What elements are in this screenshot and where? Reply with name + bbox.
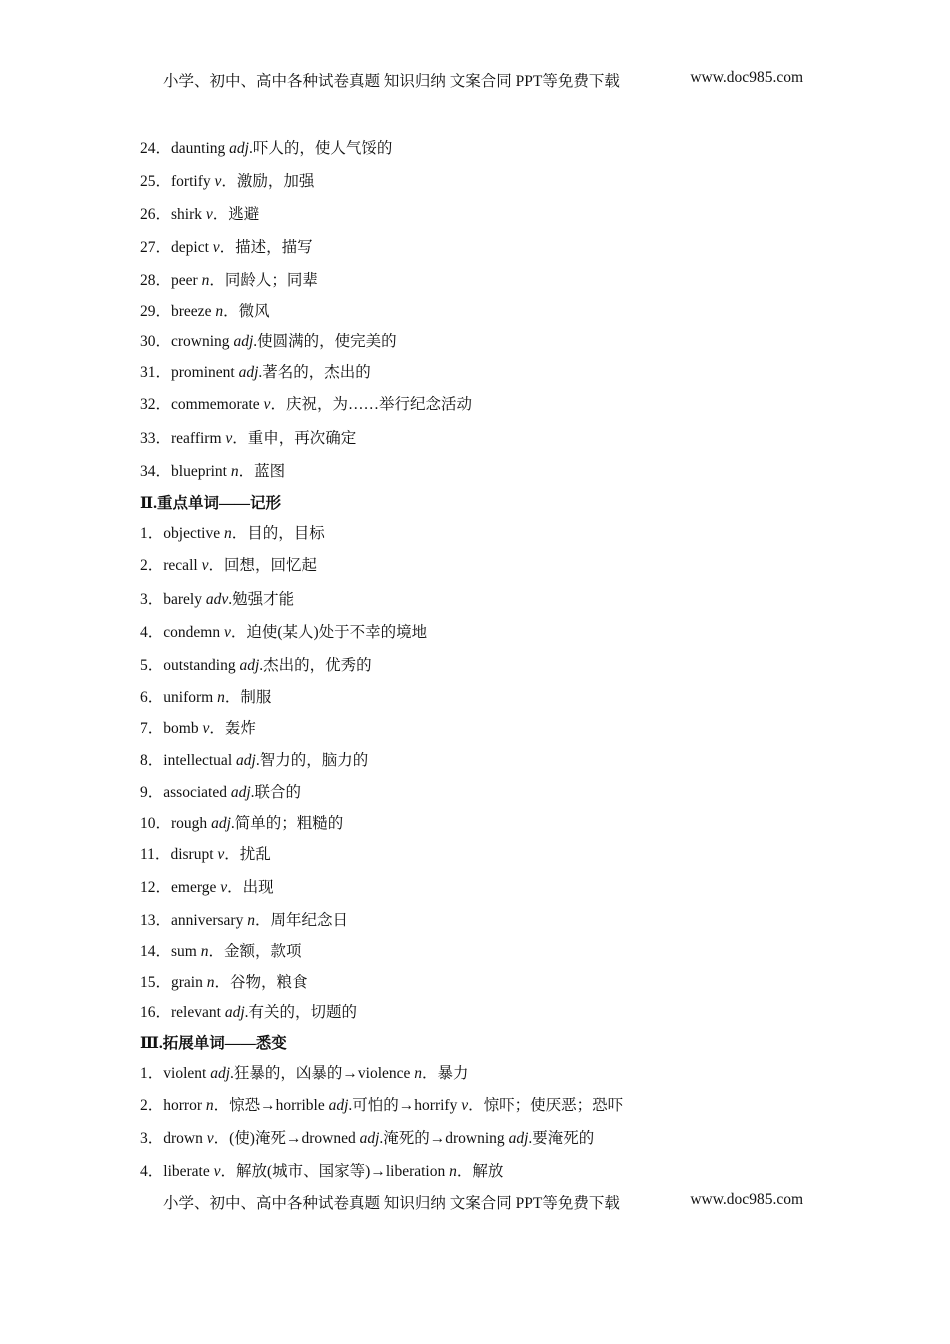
entry-number: 11． [140,846,171,863]
entry-part-of-speech: n [223,525,232,542]
vocab-entry [140,206,840,239]
vocab-entry [140,815,840,846]
entry-part-of-speech: n [215,302,224,320]
entry-part-of-speech: v [223,623,231,641]
footer-left-text: 小学、初中、高中各种试卷真题 知识归纳 文案合同 PPT等免费下载 [163,1195,620,1212]
entry-number: 3． [140,1129,164,1147]
section-title-extended-words [140,1035,840,1065]
entry-definition: ．制服 [224,688,272,706]
vocab-entry [140,943,840,974]
entry-part-of-speech: n [201,271,210,289]
entry-definition: ．惊吓；使厌恶；恐吓 [468,1097,624,1114]
entry-number: 34． [140,462,172,480]
vocab-entry [140,624,840,657]
entry-number: 7． [140,720,164,737]
vocab-entry [140,463,840,496]
entry-part-of-speech: adj [233,333,254,350]
entry-part-of-speech: adj [239,656,260,674]
header-website: www.doc985.com [690,69,803,86]
entry-part-of-speech: adj [229,140,249,157]
entry-definition: ．微风 [223,302,270,320]
entry-part-of-speech: adv [205,590,229,608]
entry-part-of-speech: adj [238,364,259,381]
entry-word: blueprint [171,462,231,480]
vocab-entry [140,272,840,303]
entry-part-of-speech: adj [359,1129,380,1147]
entry-word: anniversary [171,912,248,929]
entry-definition: ．周年纪念日 [254,912,348,929]
entry-part-of-speech: n [247,912,255,929]
vocab-entry [140,557,840,591]
entry-number: 33． [140,429,172,447]
entry-definition: ．激励，加强 [221,172,315,190]
vocab-entry [140,396,840,430]
entry-word: uniform [163,688,218,706]
entry-word: objective [163,525,224,542]
entry-number: 8． [140,752,164,769]
entry-number: 2． [140,1097,164,1114]
entry-number: 12． [140,879,172,896]
entry-part-of-speech: v [202,720,210,737]
entry-word: bomb [163,720,203,737]
entry-word: liberate [163,1162,214,1180]
entry-definition: ．金额，款项 [208,942,302,960]
entry-part-of-speech: v [225,429,233,447]
entry-part-of-speech: v [214,172,222,190]
vocab-entry [140,364,840,396]
entry-definition: .勉强才能 [228,590,295,608]
entry-part-of-speech: adj [230,783,251,801]
entry-part-of-speech: v [205,205,213,223]
entry-part-of-speech: adj [210,1065,231,1082]
entry-part-of-speech: n [217,688,225,706]
entry-number: 30． [140,333,172,350]
entry-part-of-speech: n [230,462,239,480]
entry-number: 29． [140,302,172,320]
entry-definition: .著名的，杰出的 [258,364,371,381]
entry-number: 1． [140,1065,164,1082]
entry-definition: ．解放 [456,1162,504,1180]
entry-number: 10． [140,815,172,832]
entry-number: 24． [140,140,172,157]
entry-definition: ．逃避 [212,205,260,223]
entry-number: 5． [140,656,164,674]
entry-part-of-speech: n [205,1097,214,1114]
entry-part-of-speech: adj [508,1129,529,1147]
entry-part-of-speech: v [201,557,209,574]
entry-word: depict [171,238,213,256]
vocab-entry [140,1097,840,1130]
entry-word: violent [163,1065,211,1082]
entry-word: peer [171,271,202,289]
page-header [163,69,803,91]
entry-word: reaffirm [171,429,226,447]
entry-word: prominent [171,364,239,381]
entry-part-of-speech: adj [224,1004,245,1021]
section-title-text: Ⅱ.重点单词——记形 [140,495,281,512]
entry-definition: ．解放(城市、国家等)→liberation [220,1162,450,1180]
entry-definition: .要淹死的 [528,1129,595,1147]
entry-definition: .联合的 [250,783,302,801]
entry-definition: ．描述，描写 [219,238,313,256]
entry-word: horror [163,1097,206,1114]
entry-word: condemn [163,623,224,641]
entry-number: 2． [140,557,164,574]
entry-word: emerge [171,879,221,896]
entry-definition: .可怕的→horrify [348,1097,462,1114]
entry-word: disrupt [170,846,218,863]
vocabulary-list [140,140,840,1197]
entry-word: barely [163,590,206,608]
entry-number: 4． [140,623,164,641]
vocab-entry [140,239,840,272]
entry-word: intellectual [163,752,236,769]
vocab-entry [140,720,840,752]
vocab-entry [140,173,840,206]
entry-number: 32． [140,396,172,413]
entry-number: 15． [140,973,172,991]
entry-word: breeze [171,302,216,320]
entry-definition: .使圆满的，使完美的 [253,333,397,350]
entry-part-of-speech: adj [236,752,256,769]
entry-number: 26． [140,205,172,223]
entry-part-of-speech: v [212,238,220,256]
vocab-entry [140,140,840,173]
entry-definition: .杰出的，优秀的 [259,656,372,674]
entry-definition: .淹死的→drowning [379,1129,509,1147]
entry-part-of-speech: n [200,942,209,960]
entry-word: outstanding [163,656,240,674]
section-extended-words [140,1065,840,1197]
vocab-entry [140,591,840,624]
entry-definition: ．重申，再次确定 [232,429,357,447]
vocab-entry [140,689,840,721]
entry-word: crowning [171,333,234,350]
entry-word: recall [163,557,202,574]
vocab-entry [140,846,840,879]
entry-definition: .有关的，切题的 [244,1004,358,1021]
entry-word: commemorate [171,396,264,413]
entry-definition: ．庆祝，为……举行纪念活动 [270,396,472,413]
vocab-entry [140,1004,840,1035]
entry-word: relevant [171,1004,225,1021]
entry-definition: ．暴力 [422,1065,469,1082]
entry-word: rough [171,815,212,832]
entry-part-of-speech: v [213,1162,221,1180]
section-title-text: Ⅲ.拓展单词——悉变 [140,1035,287,1052]
entry-number: 1． [140,525,164,542]
section-title-key-words [140,495,840,525]
vocab-entry [140,752,840,784]
entry-number: 16． [140,1004,172,1021]
entry-number: 13． [140,912,172,929]
entry-definition: .简单的；粗糙的 [230,815,344,832]
entry-part-of-speech: v [263,396,271,413]
vocab-entry [140,657,840,689]
entry-definition: ．回想，回忆起 [208,557,317,574]
entry-word: associated [163,783,231,801]
entry-part-of-speech: adj [211,815,231,832]
vocab-entry [140,912,840,943]
entry-definition: ．同龄人；同辈 [209,271,318,289]
vocab-entry [140,333,840,364]
entry-part-of-speech: n [206,973,215,991]
entry-part-of-speech: n [414,1065,423,1082]
vocab-entry [140,974,840,1005]
section-key-words [140,525,840,1035]
entry-number: 4． [140,1162,164,1180]
entry-word: grain [171,973,207,991]
header-left-text: 小学、初中、高中各种试卷真题 知识归纳 文案合同 PPT等免费下载 [163,73,620,90]
entry-part-of-speech: adj [328,1097,349,1114]
entry-number: 9． [140,783,164,801]
entry-word: fortify [171,172,215,190]
vocab-entry [140,303,840,334]
entry-part-of-speech: v [206,1129,214,1147]
entry-definition: .吓人的，使人气馁的 [248,140,393,157]
entry-number: 28． [140,271,172,289]
entry-word: daunting [171,140,230,157]
entry-part-of-speech: v [220,879,228,896]
entry-definition: ．谷物，粮食 [214,973,308,991]
section-words-continued [140,140,840,495]
entry-part-of-speech: v [217,846,225,863]
entry-number: 31． [140,364,172,381]
entry-definition: ．出现 [227,879,274,896]
entry-part-of-speech: v [461,1097,469,1114]
entry-definition: ．蓝图 [238,462,286,480]
page-footer [163,1191,803,1213]
entry-definition: ．迫使(某人)处于不幸的境地 [230,623,428,641]
vocab-entry [140,1130,840,1163]
entry-definition: ．目的，目标 [231,525,325,542]
entry-number: 27． [140,238,172,256]
entry-number: 6． [140,688,164,706]
entry-definition: ．惊恐→horrible [213,1097,329,1114]
entry-number: 3． [140,590,164,608]
vocab-entry [140,1065,840,1097]
vocab-entry [140,879,840,912]
footer-website: www.doc985.com [690,1191,803,1208]
entry-word: drown [163,1129,207,1147]
vocab-entry [140,784,840,816]
entry-definition: .狂暴的，凶暴的→violence [230,1065,415,1082]
entry-definition: ．(使)淹死→drowned [213,1129,360,1147]
entry-part-of-speech: n [449,1162,457,1180]
entry-word: shirk [171,205,206,223]
entry-definition: ．轰炸 [209,720,256,737]
vocab-entry [140,525,840,557]
entry-word: sum [171,942,201,960]
entry-number: 14． [140,942,172,960]
entry-definition: ．扰乱 [224,846,271,863]
entry-definition: .智力的，脑力的 [255,752,369,769]
entry-number: 25． [140,172,172,190]
vocab-entry [140,430,840,463]
